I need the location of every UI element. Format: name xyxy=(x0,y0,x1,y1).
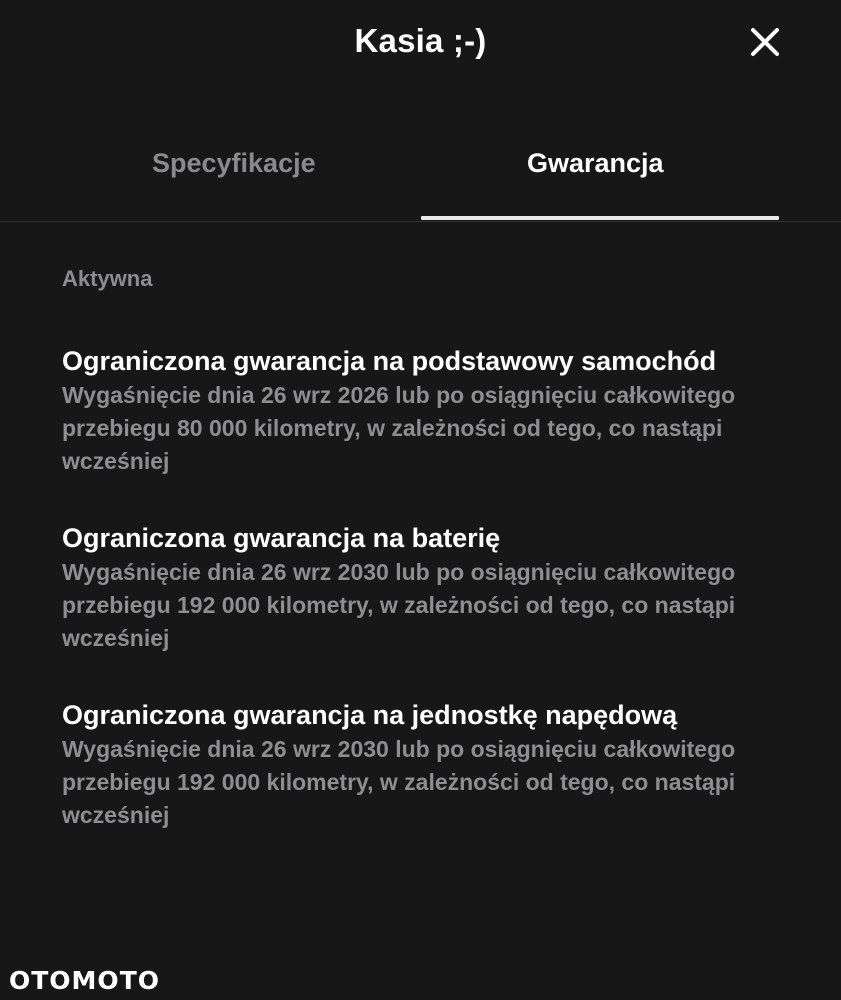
modal-title: Kasia ;-) xyxy=(354,22,487,59)
tab-bar xyxy=(0,120,841,222)
active-tab-indicator xyxy=(421,216,779,220)
warranty-item xyxy=(62,343,802,478)
warranty-item-description: Wygaśnięcie dnia 26 wrz 2030 lub po osiągnięciu całkowitego przebiegu 192 000 kilometry, w zależności od tego, co nastąpi wcześniej xyxy=(62,736,736,828)
warranty-item-title: Ograniczona gwarancja na baterię xyxy=(62,523,501,553)
otomoto-watermark: OTOMOTO xyxy=(9,966,160,995)
modal-header xyxy=(0,0,841,90)
tab-specifications[interactable]: Specyfikacje xyxy=(152,148,316,178)
warranty-item-title: Ograniczona gwarancja na jednostkę napędową xyxy=(62,700,678,730)
warranty-item xyxy=(62,520,802,655)
close-button[interactable] xyxy=(747,24,783,60)
warranty-item-description: Wygaśnięcie dnia 26 wrz 2030 lub po osiągnięciu całkowitego przebiegu 192 000 kilometry, w zależności od tego, co nastąpi wcześniej xyxy=(62,559,736,651)
warranty-item-title: Ograniczona gwarancja na podstawowy samochód xyxy=(62,346,717,376)
warranty-item-description: Wygaśnięcie dnia 26 wrz 2026 lub po osiągnięciu całkowitego przebiegu 80 000 kilometry, w zależności od tego, co nastąpi wcześniej xyxy=(62,382,736,474)
close-icon xyxy=(747,24,783,60)
warranty-item xyxy=(62,697,802,832)
warranty-content xyxy=(62,264,802,874)
tab-warranty[interactable]: Gwarancja xyxy=(527,148,664,178)
section-label-active: Aktywna xyxy=(62,266,153,291)
